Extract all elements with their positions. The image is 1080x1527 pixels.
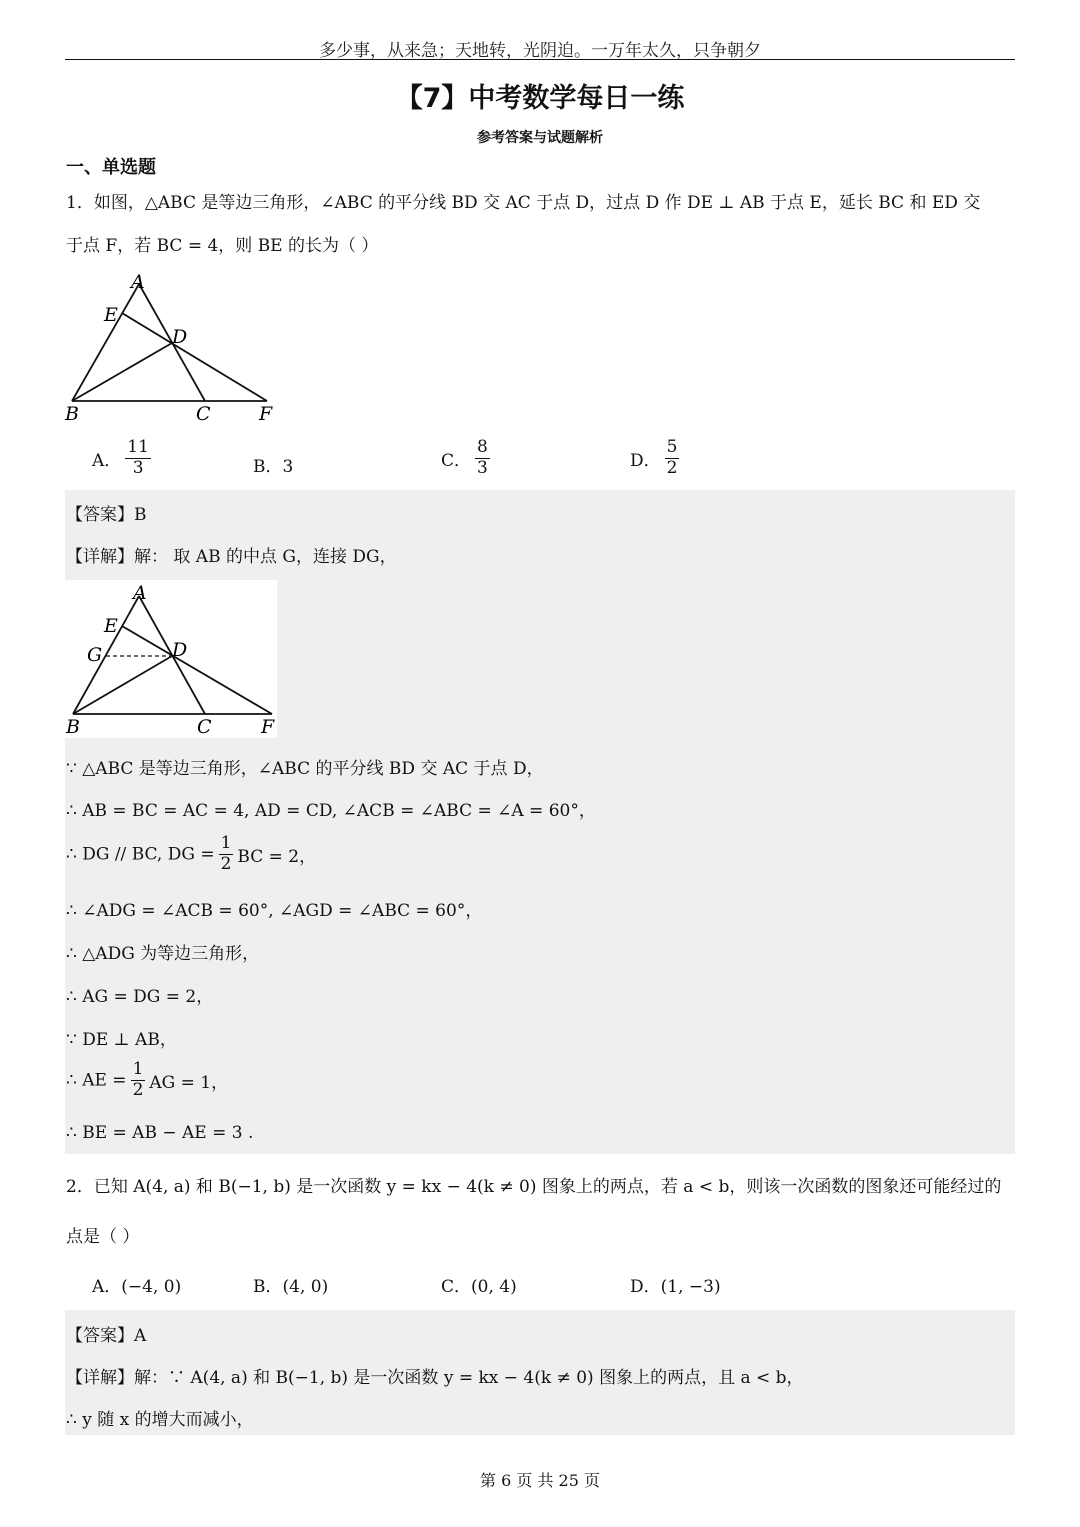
q2-option-d: D．(1, −3) bbox=[630, 1277, 721, 1297]
option-c-fraction bbox=[475, 439, 490, 478]
step-8-denominator: 2 bbox=[132, 1079, 144, 1100]
option-a-numerator: 11 bbox=[127, 437, 149, 457]
label-g: G bbox=[87, 644, 103, 666]
option-a-fraction bbox=[125, 439, 151, 478]
step-3-pre: ∴ DG // BC, DG = bbox=[66, 844, 215, 865]
segment-ef bbox=[122, 313, 267, 401]
doc-title: 【7】中考数学每日一练 bbox=[395, 83, 685, 114]
q1-step-8 bbox=[66, 1061, 228, 1100]
q1-solution-figure bbox=[65, 580, 277, 738]
segment-ab bbox=[73, 596, 139, 714]
q2-stem-line1: 2．已知 A(4, a) 和 B(−1, b) 是一次函数 y = kx − 4(k ≠ 0) 图象上的两点，若 a < b，则该一次函数的图象还可能经过的 bbox=[66, 1177, 1002, 1197]
option-d-prefix: D． bbox=[630, 450, 661, 471]
q1-option-b bbox=[253, 452, 293, 477]
doc-subtitle: 参考答案与试题解析 bbox=[477, 130, 603, 146]
q1-option-a bbox=[92, 439, 151, 478]
q1-step-6: ∴ AG = DG = 2， bbox=[66, 987, 214, 1007]
q1-answer: 【答案】B bbox=[66, 505, 147, 525]
option-c-denominator: 3 bbox=[477, 457, 488, 478]
segment-ab bbox=[72, 284, 139, 401]
option-b-value: 3 bbox=[282, 457, 294, 477]
q2-answer: 【答案】A bbox=[66, 1326, 147, 1346]
label-d: D bbox=[172, 639, 188, 661]
label-e: E bbox=[104, 304, 118, 326]
option-d-numerator: 5 bbox=[666, 437, 678, 457]
label-a: A bbox=[133, 582, 147, 604]
q1-step-4: ∴ ∠ADG = ∠ACB = 60°, ∠AGD = ∠ABC = 60°， bbox=[66, 901, 483, 921]
option-d-fraction bbox=[665, 439, 680, 478]
step-8-fraction bbox=[131, 1061, 146, 1100]
step-3-post: BC = 2， bbox=[237, 846, 317, 867]
step-3-fraction bbox=[219, 835, 234, 874]
label-c: C bbox=[196, 403, 211, 425]
option-a-prefix: A． bbox=[92, 450, 122, 471]
label-f: F bbox=[259, 403, 273, 425]
q1-option-d bbox=[630, 439, 679, 478]
label-b: B bbox=[65, 403, 79, 425]
q1-option-c bbox=[441, 439, 490, 478]
label-f: F bbox=[261, 716, 275, 738]
step-8-post: AG = 1， bbox=[149, 1072, 229, 1093]
q2-option-a: A．(−4, 0) bbox=[92, 1277, 182, 1297]
option-c-prefix: C． bbox=[441, 450, 472, 471]
step-3-numerator: 1 bbox=[220, 833, 232, 853]
page-number: 第 6 页 共 25 页 bbox=[480, 1471, 600, 1490]
q1-stem-line2: 于点 F，若 BC = 4，则 BE 的长为（ ） bbox=[66, 236, 379, 256]
q1-step-7: ∵ DE ⊥ AB， bbox=[66, 1030, 177, 1050]
q1-step-2: ∴ AB = BC = AC = 4, AD = CD, ∠ACB = ∠ABC = ∠A = 60°， bbox=[66, 801, 596, 821]
header-rule bbox=[65, 59, 1015, 60]
label-d: D bbox=[172, 326, 188, 348]
q1-stem-line1: 1．如图，△ABC 是等边三角形，∠ABC 的平分线 BD 交 AC 于点 D，过点 D 作 DE ⊥ AB 于点 E，延长 BC 和 ED 交 bbox=[66, 193, 981, 213]
label-e: E bbox=[104, 615, 118, 637]
q1-step-5: ∴ △ADG 为等边三角形， bbox=[66, 944, 260, 964]
q2-detail-line2: ∴ y 随 x 的增大而减小， bbox=[66, 1410, 254, 1430]
q1-detail-intro: 【详解】解： 取 AB 的中点 G，连接 DG， bbox=[66, 547, 397, 567]
step-3-denominator: 2 bbox=[220, 853, 232, 874]
option-b-prefix: B． bbox=[253, 457, 283, 477]
segment-bd bbox=[72, 343, 172, 401]
step-8-pre: ∴ AE = bbox=[66, 1070, 127, 1091]
q1-step-1: ∵ △ABC 是等边三角形，∠ABC 的平分线 BD 交 AC 于点 D， bbox=[66, 759, 544, 779]
label-c: C bbox=[197, 716, 212, 738]
q2-option-c: C．(0, 4) bbox=[441, 1277, 517, 1297]
option-d-denominator: 2 bbox=[666, 457, 678, 478]
q2-stem-line2: 点是（ ） bbox=[66, 1227, 140, 1247]
q1-step-9: ∴ BE = AB − AE = 3 . bbox=[66, 1123, 254, 1143]
step-8-numerator: 1 bbox=[132, 1059, 144, 1079]
label-b: B bbox=[66, 716, 80, 738]
option-c-numerator: 8 bbox=[477, 437, 488, 457]
q1-figure bbox=[60, 268, 290, 428]
q2-option-b: B．(4, 0) bbox=[253, 1277, 329, 1297]
option-a-denominator: 3 bbox=[132, 457, 144, 478]
header-motto: 多少事，从来急；天地转，光阴迫。一万年太久，只争朝夕 bbox=[319, 41, 761, 61]
section-heading: 一、单选题 bbox=[66, 157, 156, 178]
label-a: A bbox=[131, 271, 145, 293]
q2-detail-line1: 【详解】解：∵ A(4, a) 和 B(−1, b) 是一次函数 y = kx − 4(k ≠ 0) 图象上的两点，且 a < b， bbox=[66, 1368, 804, 1388]
q1-step-3 bbox=[66, 835, 316, 874]
